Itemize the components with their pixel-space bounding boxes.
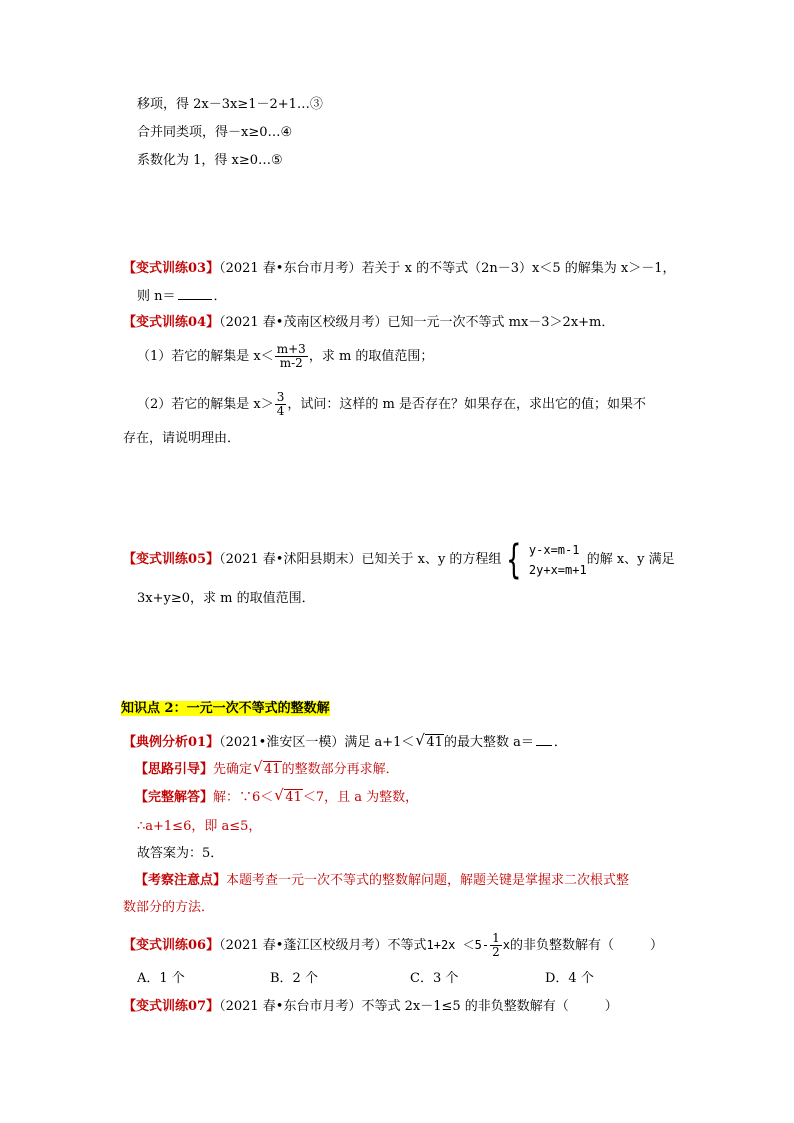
question-text: ） <box>649 938 663 953</box>
exercise-05-line1 <box>123 538 675 582</box>
exercise-tag: 【变式训练03】 <box>123 261 220 276</box>
exercise-04-line1 <box>123 314 614 332</box>
note-line2: 数部分的方法． <box>123 900 215 915</box>
exercise-03-line1 <box>123 260 675 278</box>
fraction <box>275 391 287 418</box>
sqrt-expression <box>253 758 282 779</box>
denominator: 4 <box>276 404 285 418</box>
exercise-06-question <box>123 930 663 961</box>
hint-text: 先确定 <box>213 762 253 777</box>
step-1: 移项，得 2x－3x≥1－2+1…③ <box>137 97 323 112</box>
sqrt-icon: √ <box>253 758 263 776</box>
hint-text: 的整数部分再求解． <box>281 762 399 777</box>
choice-c[interactable]: C．3 个 <box>410 971 459 986</box>
equation-1: y-x=m-1 <box>528 542 580 557</box>
choice-d[interactable]: D．4 个 <box>545 971 594 986</box>
exercise-07-question <box>123 998 618 1016</box>
brace-icon: { <box>506 536 522 583</box>
exercise-source: （2021 春•沭阳县期末） <box>219 552 362 567</box>
numerator: 1 <box>492 931 500 945</box>
hint-line <box>135 758 399 779</box>
exercise-04-part2 <box>137 390 646 420</box>
part-text: （1）若它的解集是 x＜ <box>137 349 274 364</box>
radicand: 41 <box>264 762 281 777</box>
exercise-source: （2021 春•东台市月考） <box>219 999 362 1014</box>
exercise-tag: 【变式训练06】 <box>123 938 220 953</box>
knowledge-point-title <box>121 700 330 718</box>
note-line1 <box>135 872 629 890</box>
note-tag: 【考察注意点】 <box>135 873 227 888</box>
question-text: 不等式 2x－1≤5 的非负整数解有（ <box>361 999 569 1014</box>
part-text: ，求 m 的取值范围； <box>308 349 434 364</box>
punctuation: ． <box>553 735 567 750</box>
step-3: 系数化为 1，得 x≥0…⑤ <box>137 153 283 168</box>
question-text: 的最大整数 a＝ <box>443 735 534 750</box>
part-text: （2）若它的解集是 x＞ <box>137 397 274 412</box>
step-2: 合并同类项，得－x≥0…④ <box>137 125 293 140</box>
radicand: 41 <box>426 735 443 750</box>
choice-b[interactable]: B．2 个 <box>270 971 318 986</box>
denominator: m-2 <box>279 356 303 370</box>
question-text: 则 n＝ <box>137 289 176 304</box>
question-text: ） <box>604 999 618 1014</box>
question-text: 已知关于 x、y 的方程组 <box>361 552 502 567</box>
denominator: 2 <box>492 945 500 959</box>
example-01-question <box>123 733 567 752</box>
question-text: 的非负整数解有（ <box>509 938 614 953</box>
answer-line: 故答案为：5． <box>137 846 224 861</box>
exercise-05-line2: 3x+y≥0，求 m 的取值范围． <box>137 591 315 606</box>
exercise-source: （2021 春•蓬江区校级月考） <box>219 938 388 953</box>
inequality: 1+2x ＜5- <box>426 938 490 952</box>
numerator: 3 <box>276 390 285 404</box>
section-heading: 知识点 2：一元一次不等式的整数解 <box>121 701 330 716</box>
equation-system <box>501 536 587 583</box>
note-text: 本题考查一元一次不等式的整数解问题，解题关键是掌握求二次根式整 <box>226 873 630 888</box>
solution-text: ＜7，且 a 为整数， <box>302 790 419 805</box>
exercise-tag: 【变式训练07】 <box>123 999 220 1014</box>
sqrt-icon: √ <box>415 731 425 749</box>
sqrt-expression <box>274 786 303 807</box>
radicand: 41 <box>285 790 302 805</box>
exercise-tag: 【变式训练04】 <box>123 315 220 330</box>
exercise-04-part1 <box>137 342 433 372</box>
solution-line2: ∴a+1≤6，即 a≤5， <box>137 819 262 834</box>
numerator: m+3 <box>276 342 306 356</box>
hint-tag: 【思路引导】 <box>135 762 214 777</box>
exercise-source: （2021 春•东台市月考） <box>219 261 362 276</box>
sqrt-expression <box>415 731 444 752</box>
exercise-question: 已知一元一次不等式 mx－3＞2x+m． <box>387 315 615 330</box>
solution-text: 解：∵6＜ <box>213 790 274 805</box>
question-text: 的解 x、y 满足 <box>586 552 675 567</box>
fraction <box>275 343 308 370</box>
answer-blank[interactable] <box>178 287 212 300</box>
exercise-04-part2-cont: 存在，请说明理由． <box>123 431 241 446</box>
example-tag: 【典例分析01】 <box>123 735 220 750</box>
solution-tag: 【完整解答】 <box>135 790 214 805</box>
solution-line1 <box>135 786 419 807</box>
equation-2: 2y+x=m+1 <box>528 562 587 577</box>
question-text: 不等式 <box>387 938 427 953</box>
inequality: x <box>502 938 510 952</box>
question-text: 满足 a+1＜ <box>344 735 415 750</box>
exercise-tag: 【变式训练05】 <box>123 552 220 567</box>
answer-blank[interactable] <box>536 733 552 746</box>
example-source: （2021•淮安区一模） <box>219 735 345 750</box>
exercise-question: 若关于 x 的不等式（2n－3）x＜5 的解集为 x＞－1， <box>361 261 676 276</box>
fraction <box>490 932 502 959</box>
exercise-03-line2 <box>137 287 227 306</box>
punctuation: ． <box>213 289 227 304</box>
part-text: ，试问：这样的 m 是否存在？如果存在，求出它的值；如果不 <box>287 397 646 412</box>
exercise-source: （2021 春•茂南区校级月考） <box>219 315 388 330</box>
sqrt-icon: √ <box>274 786 284 804</box>
choice-a[interactable]: A．1 个 <box>137 971 185 986</box>
